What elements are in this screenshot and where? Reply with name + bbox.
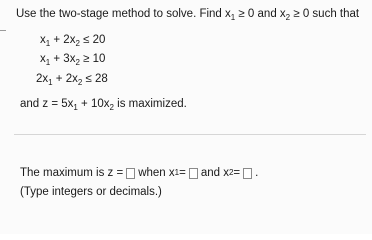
instruction-prefix: Use the two-stage method to solve. Find <box>16 8 226 20</box>
var-x2: x <box>279 8 286 20</box>
z-answer-input[interactable] <box>126 168 135 179</box>
c1-sub-a: 1 <box>45 39 51 48</box>
nonneg-relation-2: ≥ 0 such that <box>290 8 360 20</box>
constraint-1 <box>40 34 105 46</box>
objective-prefix: and z = 5x <box>20 98 74 110</box>
c1-term-a: x <box>40 34 46 46</box>
c3-sub-a: 1 <box>48 78 53 87</box>
nonneg-relation-1: ≥ 0 and <box>235 8 280 20</box>
answer-when: when x <box>138 167 175 179</box>
c2-mid: + 3x <box>50 53 76 65</box>
c3-term-a: 2x <box>36 73 49 85</box>
x2-answer-input[interactable] <box>243 168 252 179</box>
x1-answer-input[interactable] <box>189 168 198 179</box>
answer-period: . <box>255 167 259 179</box>
answer-and: and x <box>200 167 229 179</box>
answer-eq-1: = <box>179 167 186 179</box>
c3-sub-b: 2 <box>77 78 83 87</box>
var-x1-sub: 1 <box>230 13 236 22</box>
c2-term-a: x <box>40 53 46 65</box>
c2-sub-a: 1 <box>45 58 51 67</box>
c2-sub-b: 2 <box>75 58 80 67</box>
c1-sub-b: 2 <box>75 39 80 48</box>
objective-mid: + 10x <box>77 98 110 110</box>
answer-line: The maximum is z = when x 1 = and x 2 = . <box>20 167 259 179</box>
instruction-text <box>16 8 359 20</box>
c3-rhs: ≤ 28 <box>82 73 108 85</box>
var-x2-sub: 2 <box>285 13 291 22</box>
c2-rhs: ≥ 10 <box>79 53 106 65</box>
objective-sub-1: 1 <box>73 103 78 112</box>
c1-rhs: ≤ 20 <box>79 34 106 46</box>
objective-suffix: is maximized. <box>113 98 187 110</box>
constraint-3 <box>36 73 108 85</box>
objective-text <box>20 98 187 110</box>
objective-sub-2: 2 <box>109 103 114 112</box>
answer-format-hint: (Type integers or decimals.) <box>20 186 162 198</box>
answer-prefix: The maximum is z = <box>20 167 124 179</box>
constraint-2 <box>40 53 105 65</box>
edge-marker <box>0 30 6 31</box>
answer-eq-2: = <box>233 167 241 179</box>
c3-mid: + 2x <box>52 73 78 85</box>
c1-mid: + 2x <box>50 34 76 46</box>
section-divider <box>14 134 366 135</box>
var-x1: x <box>225 8 231 20</box>
